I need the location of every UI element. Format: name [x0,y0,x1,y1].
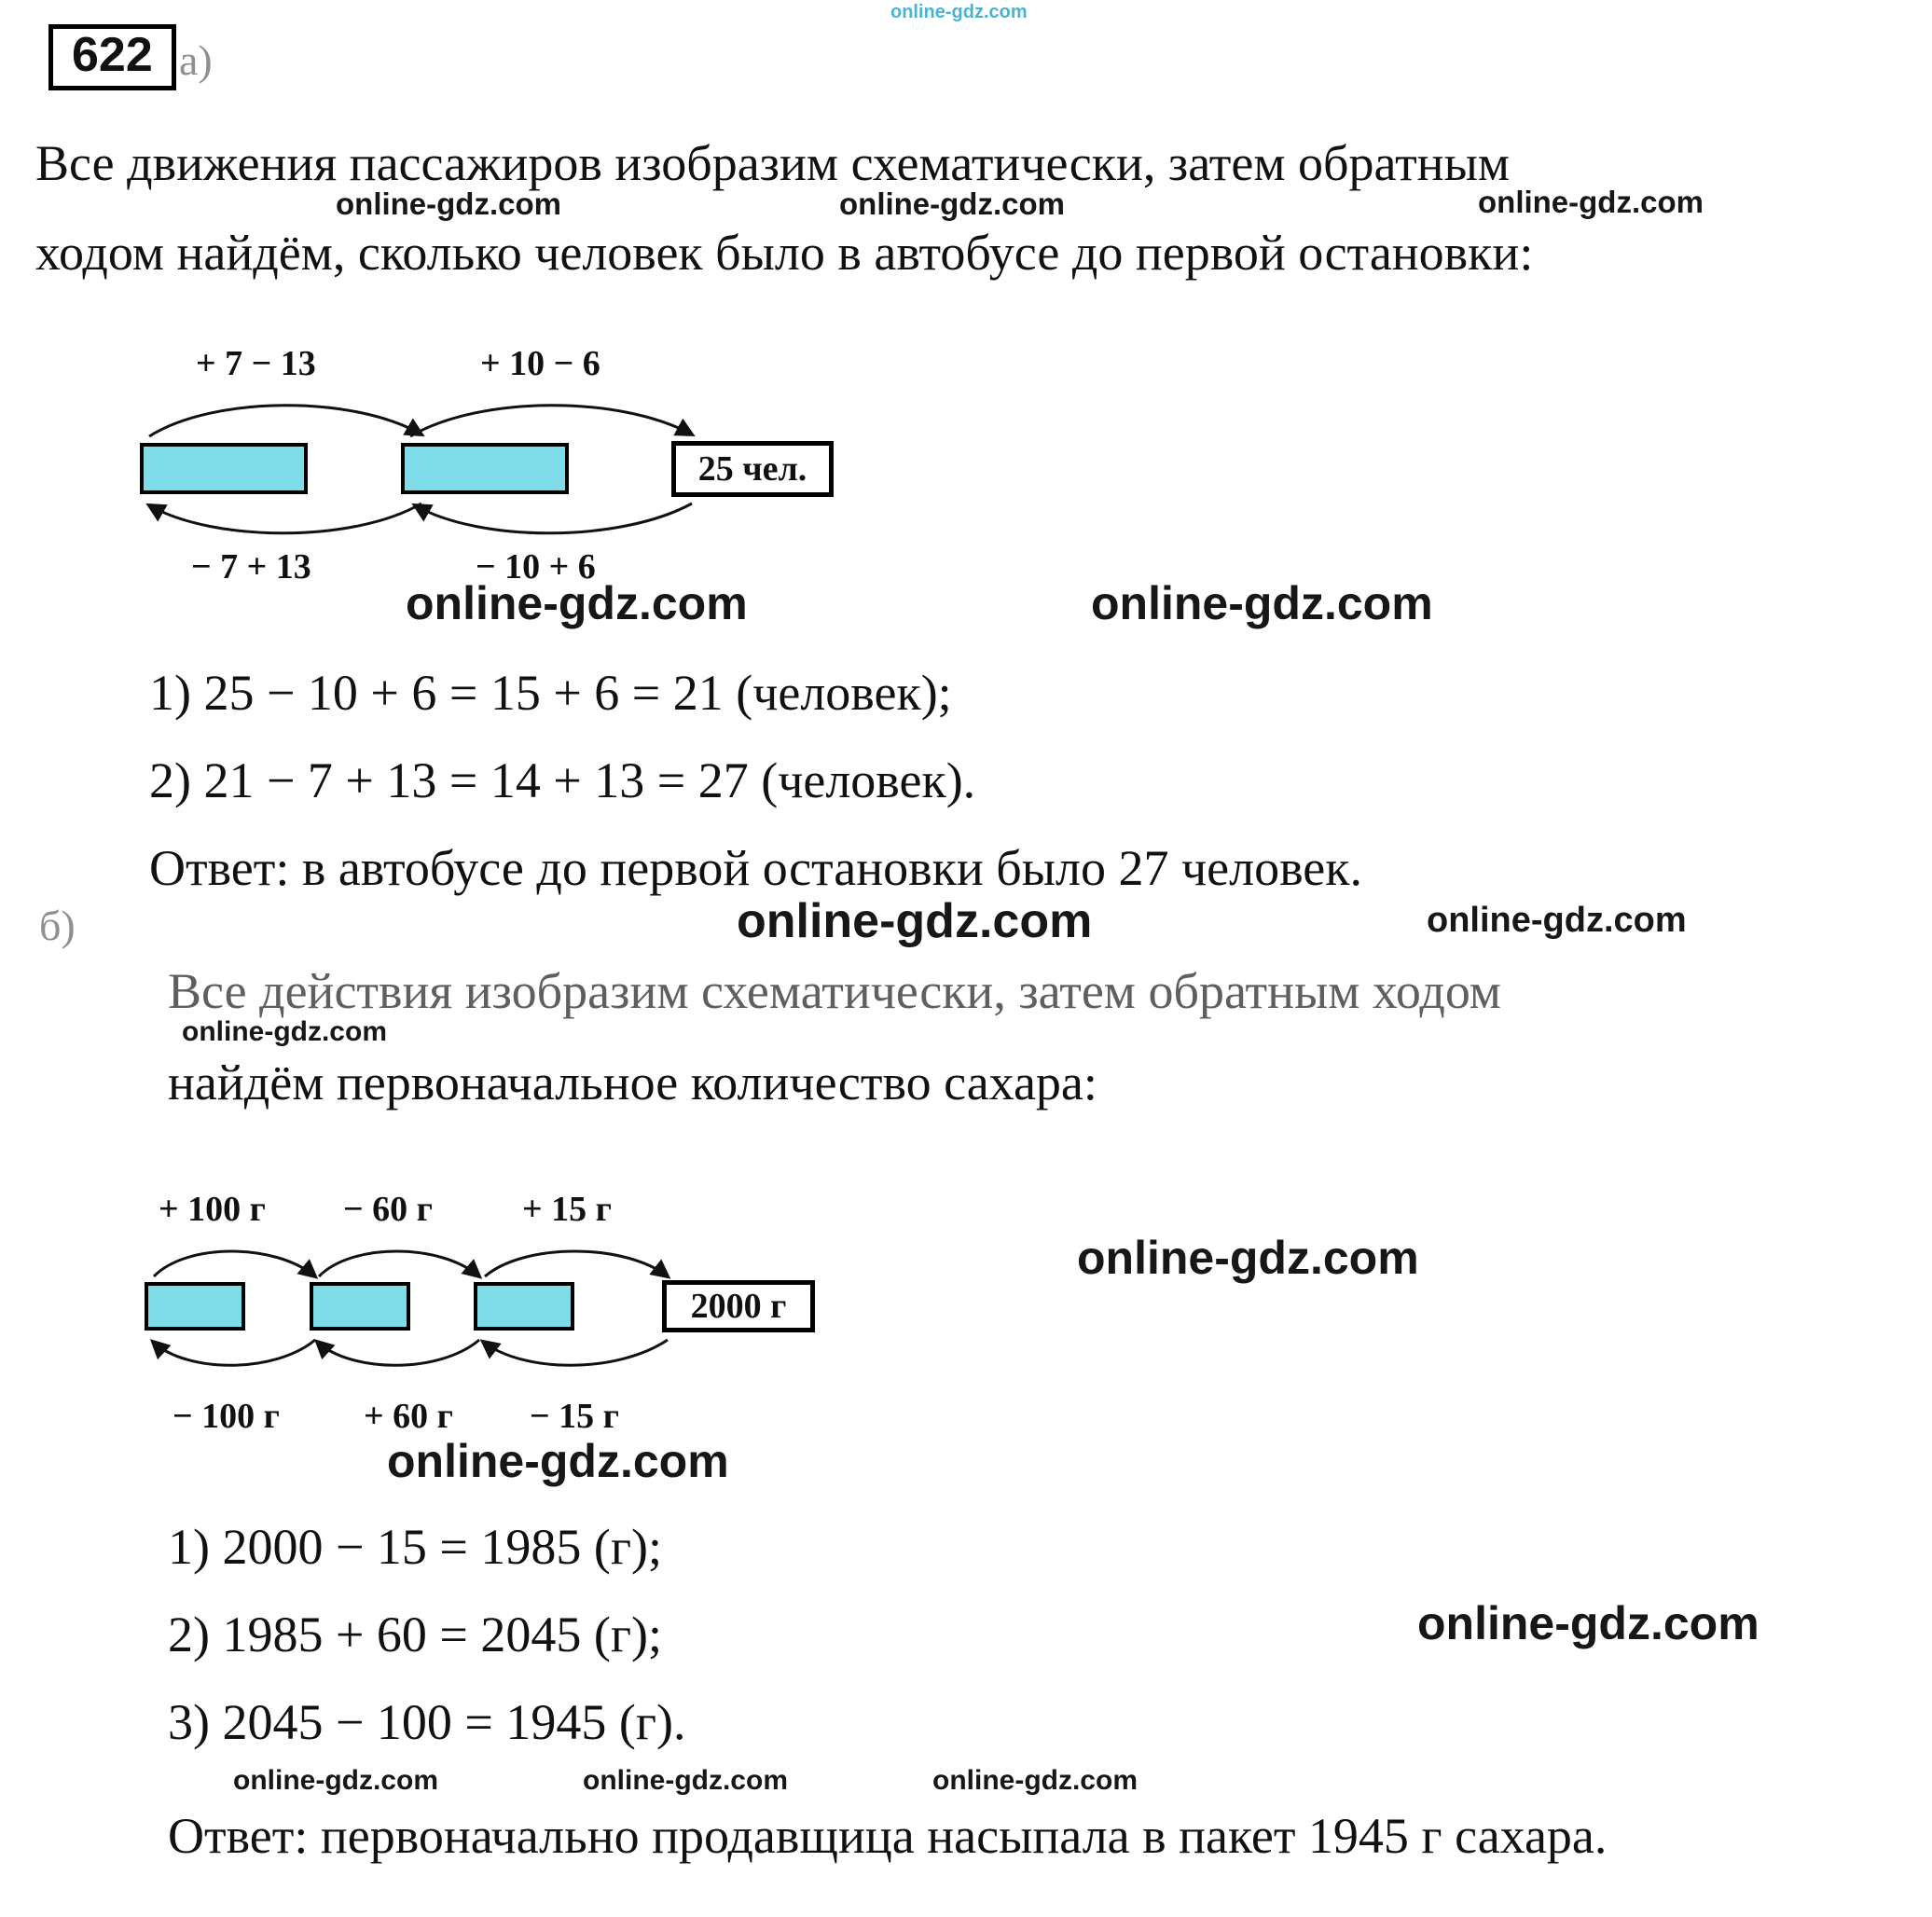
diagram-part-b [93,1189,932,1455]
arrow-b-top-1 [154,1251,315,1276]
watermark-row2-left: online-gdz.com [233,1765,438,1796]
diagram-b-box-1 [145,1282,245,1331]
watermark-part-b-center: online-gdz.com [737,894,1093,948]
watermark-part-b-small: online-gdz.com [182,1016,387,1047]
arrow-b-bottom-3 [483,1340,668,1365]
part-a-answer: Ответ: в автобусе до первой остановки было 27 человек. [149,840,1362,896]
diagram-b-bottom-label-3: − 15 г [530,1397,619,1436]
watermark-diagram-b-right: online-gdz.com [1077,1232,1419,1284]
part-a-intro-line2: ходом найдём, сколько человек было в автобусе до первой остановки: [35,225,1534,281]
part-b-step-3: 3) 2045 − 100 = 1945 (г). [168,1694,686,1750]
part-b-label: б) [39,902,76,949]
part-b-intro-line2: найдём первоначальное количество сахара: [168,1055,1097,1110]
arrow-a-bottom-2 [415,503,692,533]
diagram-a-bottom-label-1: − 7 + 13 [191,547,311,586]
watermark-row1-center: online-gdz.com [839,186,1065,221]
diagram-b-box-3 [474,1282,574,1331]
part-a-step-2: 2) 21 − 7 + 13 = 14 + 13 = 27 (человек). [149,752,976,808]
diagram-b-top-label-1: + 100 г [159,1190,266,1229]
arrow-a-bottom-1 [149,503,421,533]
watermark-row2-right: online-gdz.com [932,1765,1138,1796]
part-a-intro-line1: Все движения пассажиров изобразим схематически, затем обратным [35,135,1511,191]
watermark-part-b-right: online-gdz.com [1427,901,1687,940]
diagram-a-box-3: 25 чел. [671,441,834,497]
diagram-a-top-label-2: + 10 − 6 [480,344,600,383]
watermark-under-diagram-a-left: online-gdz.com [406,577,748,629]
part-b-answer: Ответ: первоначально продавщица насыпала в пакет 1945 г сахара. [168,1808,1608,1864]
diagram-b-top-label-2: − 60 г [343,1190,433,1229]
arrow-b-bottom-1 [153,1340,315,1365]
arrow-a-top-2 [410,406,692,436]
diagram-b-box-2 [310,1282,410,1331]
diagram-a-box-2 [401,443,569,494]
diagram-b-top-label-3: + 15 г [522,1190,612,1229]
arrow-b-bottom-2 [317,1340,479,1365]
arrow-b-top-3 [485,1251,668,1276]
part-a-step-1: 1) 25 − 10 + 6 = 15 + 6 = 21 (человек); [149,665,952,721]
diagram-b-box-4: 2000 г [662,1280,815,1332]
part-b-step-1: 1) 2000 − 15 = 1985 (г); [168,1519,663,1575]
diagram-b-bottom-label-1: − 100 г [172,1397,280,1436]
part-a-label: а) [179,36,213,84]
diagram-part-a [93,343,895,600]
watermark-row1-right: online-gdz.com [1478,185,1704,219]
diagram-a-top-label-1: + 7 − 13 [196,344,316,383]
watermark-step-b2-right: online-gdz.com [1417,1597,1760,1649]
diagram-a-box-1 [140,443,308,494]
part-b-step-2: 2) 1985 + 60 = 2045 (г); [168,1607,663,1662]
problem-number: 622 [48,24,176,90]
diagram-b-bottom-label-2: + 60 г [364,1397,453,1436]
watermark-row2-center: online-gdz.com [583,1765,788,1796]
watermark-top-center: online-gdz.com [890,2,1028,22]
arrow-b-top-2 [319,1251,479,1276]
watermark-row1-left: online-gdz.com [336,186,561,221]
watermark-under-diagram-b: online-gdz.com [387,1435,729,1487]
part-b-intro-line1: Все действия изобразим схематически, затем обратным ходом [168,963,1501,1019]
diagram-a-bottom-label-2: − 10 + 6 [476,547,596,586]
arrow-a-top-1 [149,406,421,436]
watermark-under-diagram-a-right: online-gdz.com [1091,577,1433,629]
